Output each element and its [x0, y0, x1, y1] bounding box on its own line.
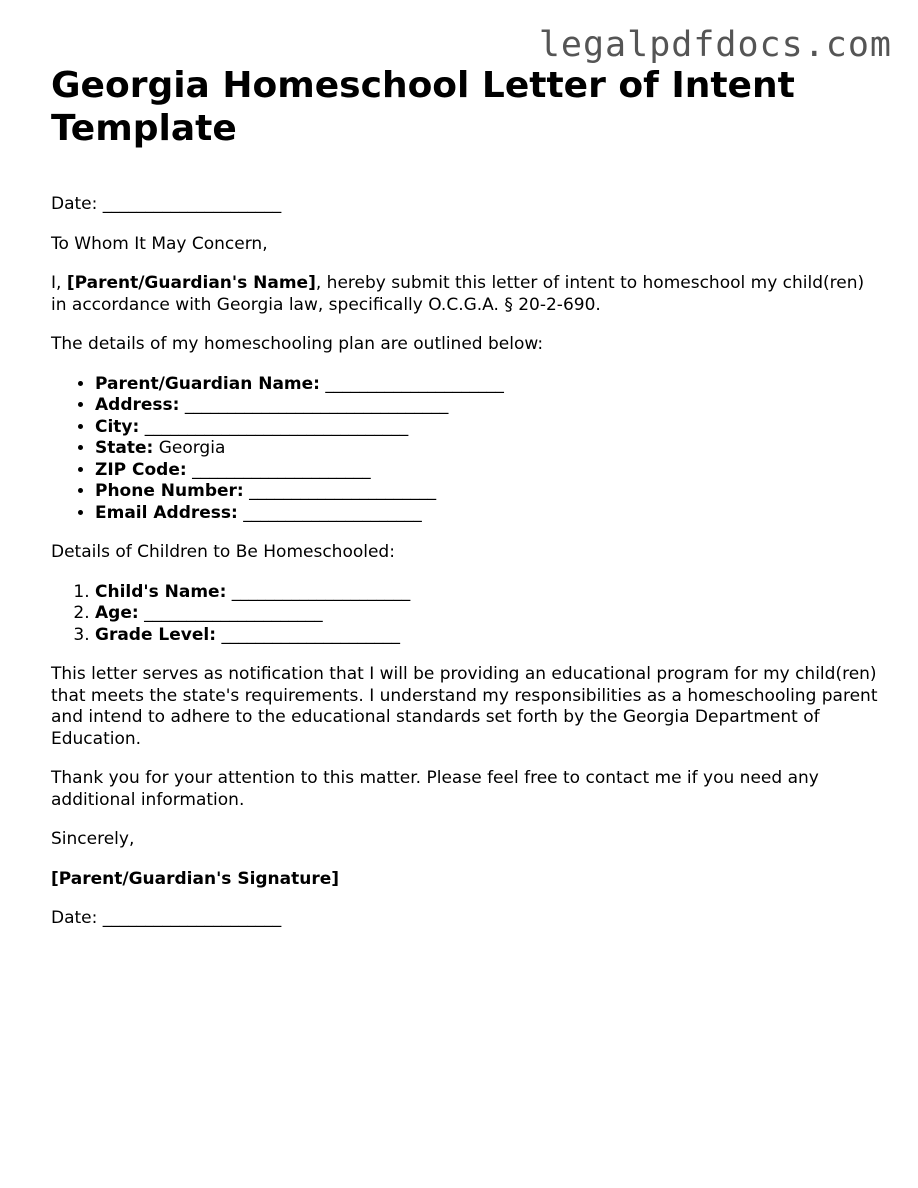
item-value: _____________________ [325, 373, 504, 394]
date-label: Date: [51, 194, 98, 214]
item-label: Phone Number: [95, 481, 244, 501]
item-label: ZIP Code: [95, 459, 187, 480]
list-item-city [95, 417, 881, 439]
closing: Sincerely, [51, 829, 135, 849]
details-intro: The details of my homeschooling plan are outlined below: [51, 334, 544, 354]
date-line-top [51, 194, 881, 216]
list-item-parent-name [95, 374, 881, 396]
item-label: Parent/Guardian Name: [95, 373, 320, 394]
date-line-bottom [51, 908, 881, 930]
parent-name-placeholder: [Parent/Guardian's Name] [66, 273, 316, 293]
letter-document [51, 64, 881, 930]
item-label: Child's Name: [95, 581, 227, 602]
item-value: _____________________ [192, 459, 371, 480]
list-item-zip-code [95, 460, 881, 482]
signature-placeholder: [Parent/Guardian's Signature] [51, 868, 340, 889]
item-value: _____________________ [231, 581, 411, 602]
date-blank: _____________________ [102, 908, 282, 928]
item-label: City: [95, 416, 140, 437]
item-value: Georgia [158, 438, 226, 458]
salutation: To Whom It May Concern, [51, 233, 268, 254]
item-value: _______________________________ [144, 416, 409, 437]
children-intro: Details of Children to Be Homeschooled: [51, 542, 395, 562]
child-details-list [51, 582, 881, 647]
list-item-grade-level [95, 625, 881, 647]
notification-paragraph: This letter serves as notification that I will be providing an educational program for my child(ren) that meets the state's requirements. I understand my responsibilities as a homeschooling parent and intend to adhere to the educational standards set forth by the Georgia Department of Education. [51, 664, 878, 749]
item-value: _____________________ [221, 624, 400, 645]
item-label: Address: [95, 395, 180, 415]
item-label: Grade Level: [95, 624, 217, 645]
watermark: legalpdfdocs.com [538, 25, 892, 65]
item-label: Email Address: [95, 502, 238, 523]
item-value: _______________________________ [184, 395, 449, 415]
list-item-age [95, 603, 881, 625]
item-label: State: [95, 438, 154, 458]
date-label: Date: [51, 908, 98, 928]
list-item-email-address [95, 503, 881, 525]
item-value: _____________________ [144, 603, 323, 623]
item-value: ______________________ [249, 481, 437, 501]
thanks-paragraph: Thank you for your attention to this matter. Please feel free to contact me if you need any additional information. [51, 768, 819, 810]
page-title: Georgia Homeschool Letter of Intent Template [51, 65, 795, 149]
date-blank: _____________________ [102, 194, 282, 214]
list-item-state [95, 438, 881, 460]
list-item-address [95, 395, 881, 417]
list-item-phone-number [95, 481, 881, 503]
intro-paragraph [51, 273, 881, 316]
list-item-child-name [95, 582, 881, 604]
item-value: _____________________ [243, 502, 422, 523]
intro-rest: , hereby submit this letter of intent to homeschool my child(ren) in accordance with Georgia law, specifically O.C.G.A. § 20-2-690. [51, 273, 865, 315]
parent-details-list [51, 374, 881, 525]
intro-prefix: I, [51, 273, 62, 293]
item-label: Age: [95, 603, 139, 623]
